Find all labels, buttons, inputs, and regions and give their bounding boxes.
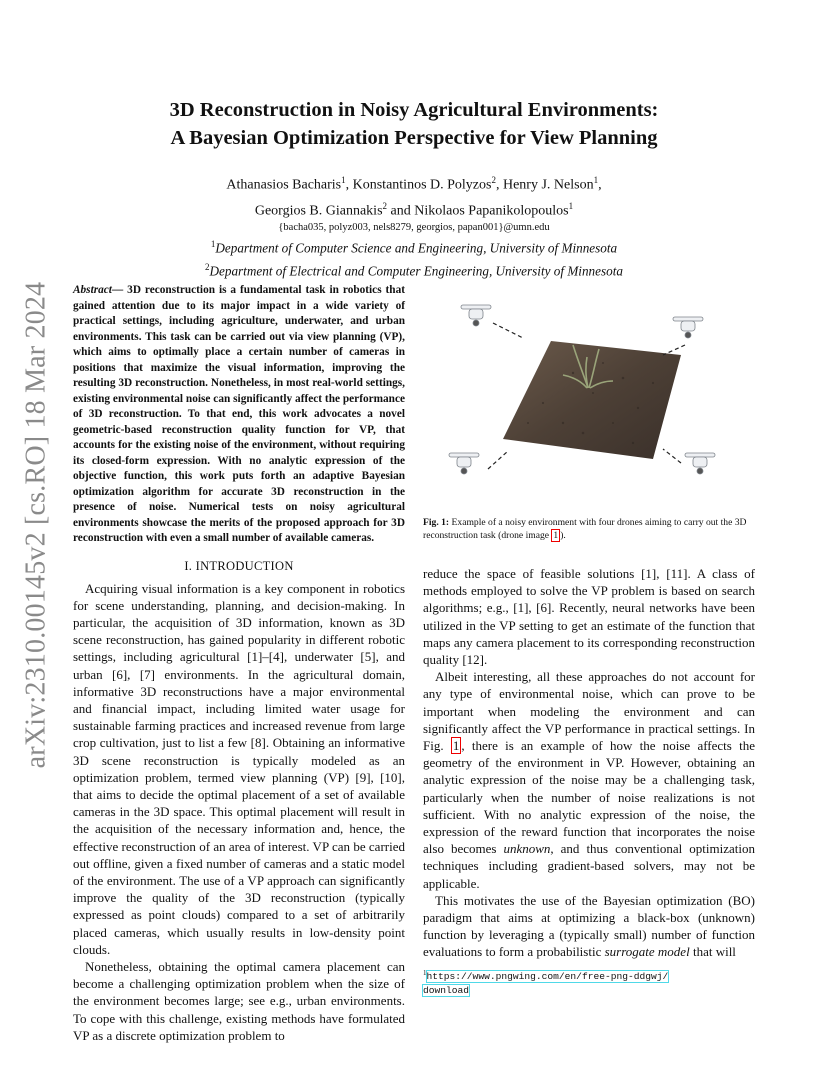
paragraph: Acquiring visual information is a key component in robotics for scene understanding, planning, and decision-making. In particular, the acquisition of 3D information, known as 3D scene reconstruction, has gained popularity in different robotic settings, including agricultural [1]–[4], underwater [5], and urban [6], [7] environments. In the agricultural domain, informative 3D reconstructions have a major environmental and financial impact, including limited water usage for sustainable farming practices and increased revenue from large crop cultivation, just to list a few [8]. Obtaining an informative 3D scene reconstruction is typically modeled as an optimization problem, termed view planning (VP) [9], [10], that aims to decide the optimal placement of a set of available cameras in the 3D space. This optimal placement will result in the acquisition of the necessary information and, hence, the effective reconstruction of an area of interest. VP can be carried out offline, given a fixed number of cameras and a static model of the environment. The use of a VP approach can significantly improve the quality of the 3D reconstruction (typically expressed as point clouds) compared to a set of arbitrarily placed cameras, which usually results in low-density point clouds. [73,580,405,957]
footnote-link[interactable]: 1 [553,529,559,541]
paragraph [423,668,755,892]
affiliation-1 [90,235,738,257]
footnote [423,967,755,998]
author-line-2: Georgios B. Giannakis$^2$ and Nikolaos Papanikolopoulos$^1$ [254,200,574,219]
caption-end: ). [560,529,566,541]
paragraph-part: , and thus conventional optimization techniques including gradient-based solvers, may not be applicable. [423,841,755,891]
author-line-1: Athanasios Bacharis$^1$, Konstantinos D. Polyzos$^2$, Henry J. Nelson$^1$, [226,175,602,193]
abstract [73,283,405,547]
intro-left-text [73,580,405,1044]
abstract-text: 3D reconstruction is a fundamental task in robotics that gained attention due to its major impact in a wide variety of practical settings, including agriculture, underwater, and urban environments. This task can be carried out via view planning (VP), which aims to optimally place a certain number of cameras in positions that maximize the visual information, improving the resulting 3D reconstruction. Nonetheless, in most real-world settings, existing environmental noise can significantly affect the performance of 3D reconstruction. To that end, this work advocates a novel geometric-based reconstruction quality function for VP, that accounts for the existing noise of the environment, without requiring its closed-form expression. With no analytic expression of the objective function, this work puts forth an adaptive Bayesian optimization algorithm for accurate 3D reconstruction in the presence of noise. Numerical tests on noisy agricultural environments showcase the merits of the proposed approach for 3D reconstruction with even a small number of available cameras. [73,284,405,544]
affil-text: Department of Electrical and Computer Engineering, University of Minnesota [209,263,623,279]
footnote-mark: 1 [423,969,427,977]
footnote-url-line-1[interactable]: https://www.pngwing.com/en/free-png-ddgwj/ [426,971,669,983]
paragraph-part: Albeit interesting, all these approaches do not account for any type of environmental noise, which can prove to be important when modeling the environment and can significantly affect the VP performance in practical settings. In Fig. [423,669,755,754]
paper-header [90,96,738,280]
author-affil-mark: 1 [341,175,346,185]
title-line-2: A Bayesian Optimization Perspective for View Planning [170,127,658,149]
paragraph-part: , there is an example of how the noise affects the geometry of the environment in VP. However, obtaining an analytic expression of the noise may be a challenging task, particularly when the number of noise realizations is not sufficient. With no analytic expression of the noise, the expression of the reward function that incorporates the noise also becomes [423,738,755,857]
paragraph [423,892,755,961]
right-column [423,283,755,961]
drone-bottom-left [449,453,479,474]
intro-right-text [423,565,755,961]
caption-label: Fig. 1: [423,517,450,528]
soil-patch [503,341,681,459]
paragraph-part: This motivates the use of the Bayesian optimization (BO) paradigm that aims at optimizing a black-box (unknown) function by leveraging a (typically small) number of function evaluations to form a probabilistic [423,892,755,960]
figure-ref-link[interactable]: 1 [452,738,460,754]
author-name: Nikolaos Papanikolopoulos [414,203,569,219]
abstract-lead: Abstract [73,284,112,296]
caption-text: Example of a noisy environment with four drones aiming to carry out the 3D reconstruction task (drone image [423,517,747,541]
author-name: Athanasios Bacharis [226,177,342,193]
author-affil-mark: 2 [382,200,388,211]
drone-bottom-right [685,453,715,474]
affil-text: Department of Computer Science and Engineering, University of Minnesota [215,240,618,256]
affiliation-2 [90,258,738,280]
left-column [73,283,405,1044]
drone-top-right [673,317,703,338]
paper-title [90,96,738,152]
affil-mark: 1 [210,239,216,250]
paragraph-part: that will [689,944,736,960]
figure-illustration [423,283,755,515]
figure-caption [423,517,755,542]
figure-1 [423,283,755,515]
footnote-url-line-2[interactable]: download [423,985,470,997]
author-name: Henry J. Nelson [502,177,594,193]
title-line-1: 3D Reconstruction in Noisy Agricultural Environments: [169,99,659,121]
drone-top-left [461,305,491,326]
arxiv-identifier: arXiv:2310.00145v2 [cs.RO] 18 Mar 2024 [20,281,51,769]
author-name: Georgios B. Giannakis [254,203,383,219]
emphasis: surrogate model [604,944,690,960]
author-affil-mark: 1 [593,175,599,185]
paragraph: reduce the space of feasible solutions [1], [11]. A class of methods employed to solve the VP problem is based on search algorithms; e.g., [1], [6]. Recently, neural networks have been utilized in the VP setting to get an estimate of the function that maps any camera placement to its corresponding reconstruction quality [12]. [423,566,755,668]
paragraph: Nonetheless, obtaining the optimal camera placement can become a challenging optimization problem when the size of the environment becomes large; see e.g., urban environments. To cope with this challenge, existing methods have formulated VP as a discrete optimization problem to [73,958,405,1043]
author-emails: {bacha035, polyz003, nels8279, georgios, papan001}@umn.edu [278,222,550,234]
author-name: Konstantinos D. Polyzos [352,177,492,193]
abstract-dash: — [111,284,128,296]
author-affil-mark: 2 [491,175,496,185]
affil-mark: 2 [204,261,210,272]
emphasis: unknown [503,841,551,857]
arxiv-side-stamp [20,281,51,769]
author-list [90,170,738,221]
author-affil-mark: 1 [568,200,574,211]
section-heading: I. INTRODUCTION [184,558,294,573]
